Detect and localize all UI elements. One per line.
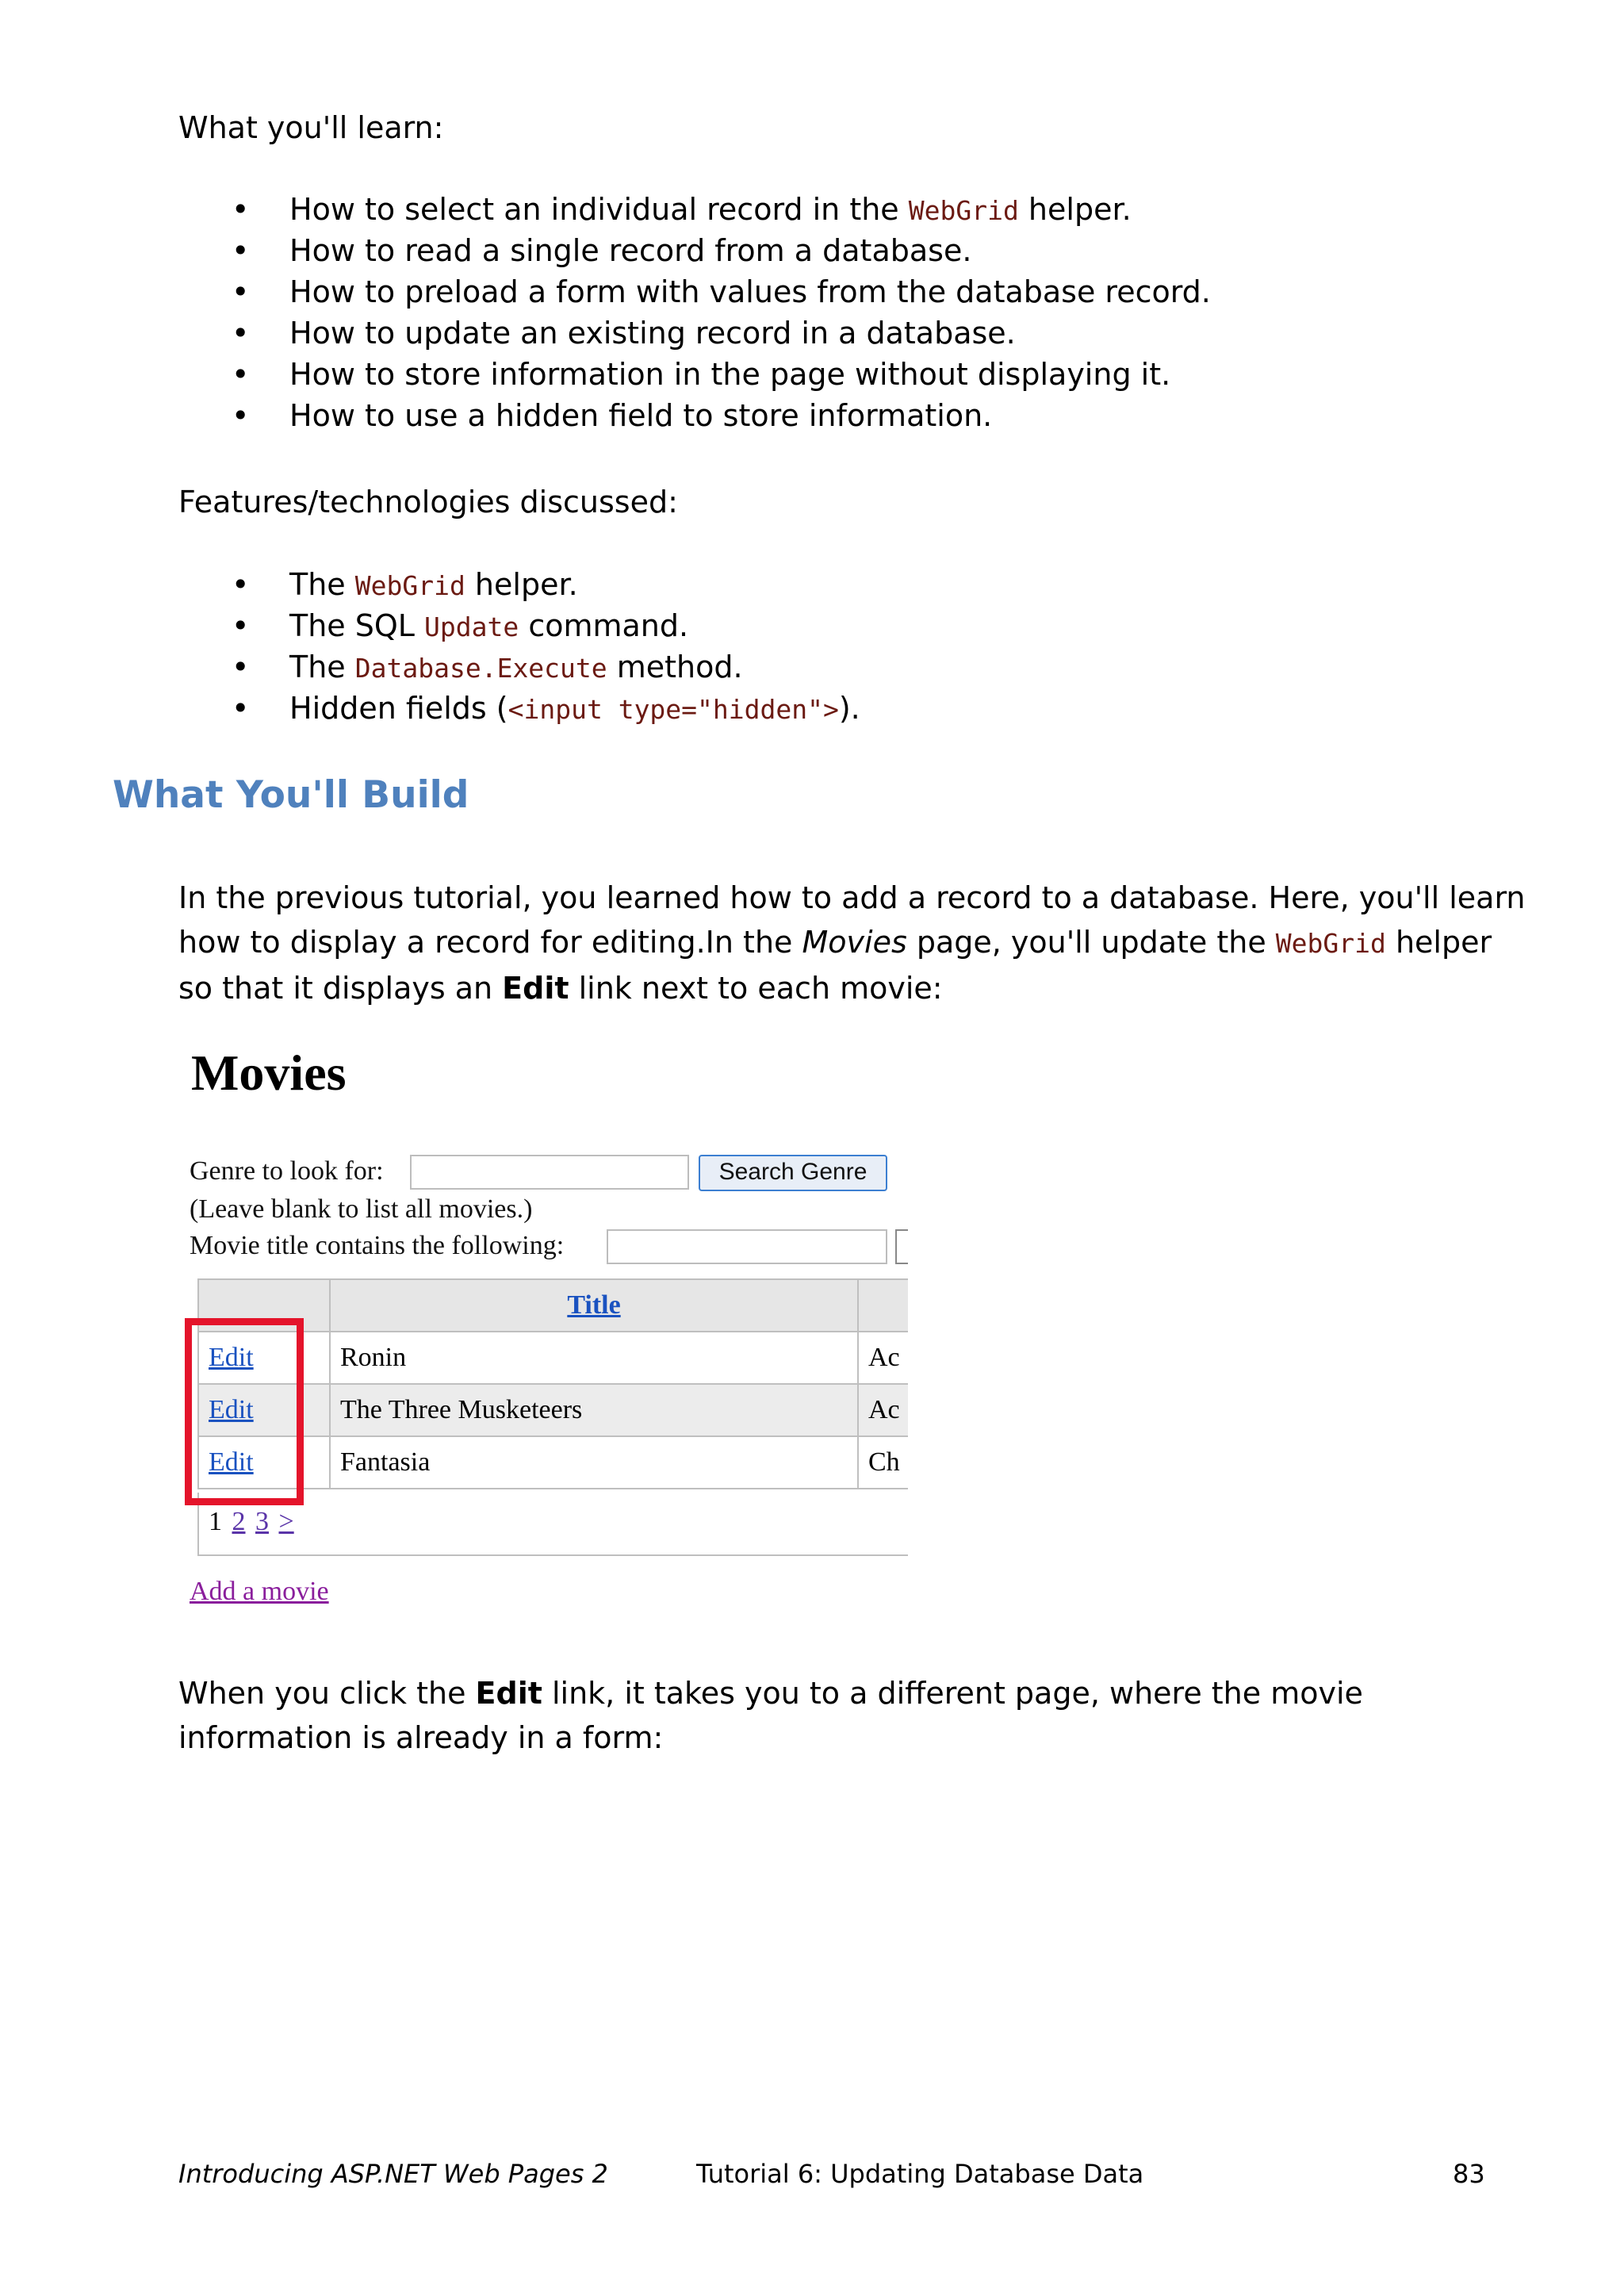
bullet: • [232, 357, 250, 392]
title-label: Movie title contains the following: [190, 1231, 565, 1260]
inline-code: Update [424, 611, 519, 642]
bullet: • [232, 192, 250, 227]
movies-grid [197, 1278, 908, 1489]
item-text: How to update an existing record in a database. [289, 316, 1016, 351]
title-search-button[interactable] [895, 1229, 908, 1264]
bullet: • [232, 316, 250, 351]
genre-label: Genre to look for: [190, 1156, 384, 1186]
item-text: How to read a single record from a database. [289, 233, 972, 268]
paragraph [178, 876, 1526, 1010]
learn-list [230, 189, 1211, 436]
inline-code: WebGrid [1275, 928, 1386, 959]
table-row [198, 1384, 908, 1436]
features-list [230, 564, 860, 729]
item-text: method. [607, 650, 743, 684]
item-text: The SQL [289, 608, 425, 643]
list-item [230, 688, 860, 729]
learn-intro: What you'll learn: [178, 110, 444, 145]
movies-title: Movies [191, 1045, 347, 1101]
list-item [230, 354, 1211, 395]
inline-code: Database.Execute [354, 653, 607, 684]
item-text: command. [519, 608, 689, 643]
bold-text: Edit [475, 1676, 542, 1711]
list-item [230, 646, 860, 688]
item-text: Hidden fields ( [289, 691, 508, 726]
grid-header-cell [858, 1279, 908, 1332]
features-intro: Features/technologies discussed: [178, 485, 678, 519]
item-text: The [289, 567, 355, 602]
item-text: helper. [1018, 192, 1132, 227]
title-cell: The Three Musketeers [330, 1384, 858, 1436]
item-text: helper. [465, 567, 578, 602]
pager-next-link[interactable]: > [278, 1507, 294, 1536]
pager-link-2[interactable]: 2 [232, 1507, 246, 1536]
list-item [230, 605, 860, 646]
item-text: The [289, 650, 355, 684]
pager-link-3[interactable]: 3 [255, 1507, 269, 1536]
edit-column-highlight [185, 1318, 304, 1505]
para-text: helper so that it displays an [178, 925, 1492, 1006]
movies-screenshot [178, 1039, 908, 1626]
list-item [230, 312, 1211, 354]
bullet: • [232, 650, 250, 684]
bullet: • [232, 567, 250, 602]
para-text: link, it takes you to a different page, where the movie information is already in a form: [178, 1676, 1363, 1755]
pager-current: 1 [209, 1507, 222, 1536]
item-text: How to preload a form with values from the database record. [289, 274, 1211, 309]
table-row [198, 1436, 908, 1489]
inline-code: WebGrid [354, 570, 465, 601]
item-text: ). [838, 691, 860, 726]
bold-text: Edit [502, 971, 569, 1006]
title-cell: Fantasia [330, 1436, 858, 1489]
title-cell: Ronin [330, 1332, 858, 1384]
edit-link[interactable]: Edit [209, 1395, 254, 1424]
list-item [230, 230, 1211, 271]
search-genre-button[interactable]: Search Genre [699, 1155, 887, 1191]
edit-link[interactable]: Edit [209, 1343, 254, 1372]
paragraph [178, 1671, 1526, 1760]
para-text: page, you'll update the [906, 925, 1276, 960]
add-movie-link[interactable]: Add a movie [190, 1577, 329, 1606]
item-text: How to store information in the page without displaying it. [289, 357, 1171, 392]
genre-cell: Ac [858, 1332, 908, 1384]
pager [209, 1507, 294, 1537]
bullet: • [232, 691, 250, 726]
pager-frame [197, 1493, 908, 1556]
blank-hint: (Leave blank to list all movies.) [190, 1194, 533, 1224]
genre-input[interactable] [410, 1155, 689, 1190]
section-heading: What You'll Build [113, 773, 469, 817]
bullet: • [232, 274, 250, 309]
item-text: How to select an individual record in the [289, 192, 909, 227]
edit-link[interactable]: Edit [209, 1447, 254, 1477]
list-item [230, 189, 1211, 230]
list-item [230, 395, 1211, 436]
footer-book-title: Introducing ASP.NET Web Pages 2 [178, 2159, 608, 2189]
table-row [198, 1332, 908, 1384]
list-item [230, 271, 1211, 312]
bullet: • [232, 608, 250, 643]
title-sort-link[interactable]: Title [567, 1290, 621, 1320]
bullet: • [232, 398, 250, 433]
item-text: How to use a hidden field to store information. [289, 398, 993, 433]
inline-code: WebGrid [908, 195, 1019, 226]
genre-cell: Ac [858, 1384, 908, 1436]
page-number: 83 [1453, 2159, 1485, 2189]
para-text: When you click the [178, 1676, 476, 1711]
para-text: In the previous tutorial, you learned how to add a record to a database. Here, you'll learn how to display a record for editing.In the [178, 880, 1526, 960]
grid-header-cell [330, 1279, 858, 1332]
italic-text: Movies [802, 925, 907, 960]
title-search-input[interactable] [607, 1229, 887, 1264]
para-text: link next to each movie: [569, 971, 943, 1006]
inline-code: <input type="hidden"> [508, 694, 839, 725]
bullet: • [232, 233, 250, 268]
genre-cell: Ch [858, 1436, 908, 1489]
list-item [230, 564, 860, 605]
footer-chapter: Tutorial 6: Updating Database Data [696, 2159, 1144, 2189]
